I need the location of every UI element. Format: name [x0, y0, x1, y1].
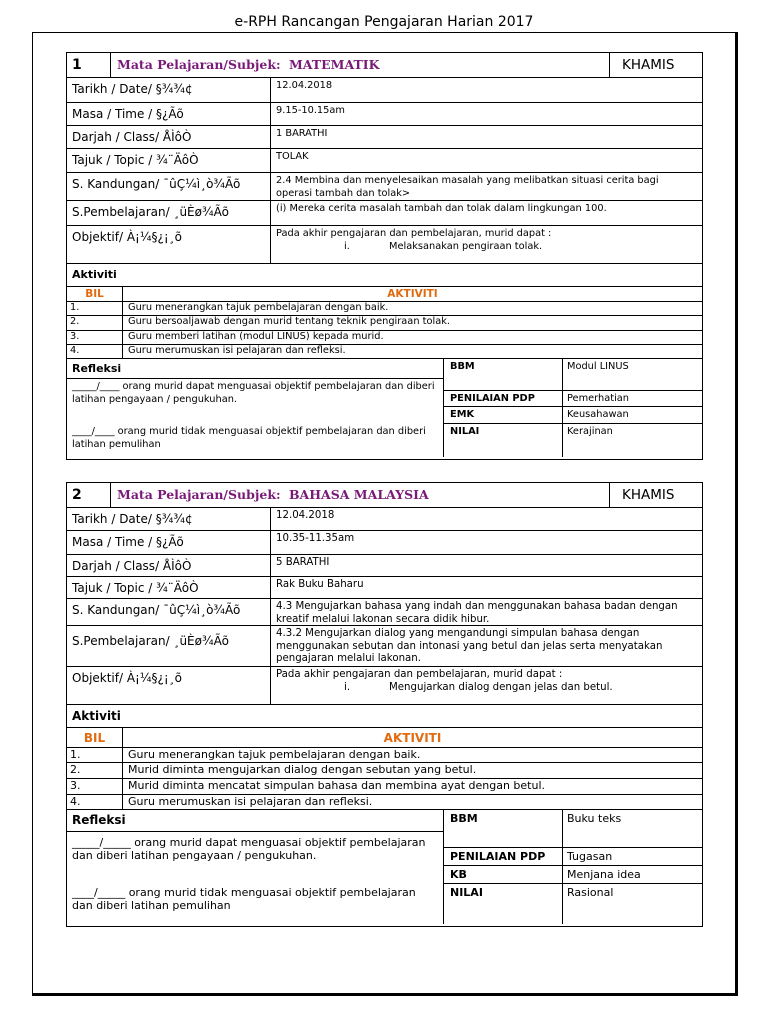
side-row-penilaian	[444, 848, 702, 866]
bil-header: BIL	[67, 287, 123, 301]
side-row-bbm	[444, 359, 702, 391]
activity-row	[67, 316, 702, 331]
topic-value: Rak Buku Baharu	[276, 579, 364, 590]
side-value: Buku teks	[567, 812, 622, 825]
lesson-number: 1	[67, 53, 111, 77]
objective-row	[67, 667, 702, 705]
time-label: Masa / Time / §¿Ãõ	[67, 531, 271, 554]
reflection-section	[67, 810, 702, 924]
activity-section-label: Aktiviti	[67, 705, 702, 728]
activity-number: 1.	[67, 748, 123, 762]
reflection-panel	[67, 359, 444, 457]
activity-row	[67, 795, 702, 810]
lesson-header	[67, 53, 702, 78]
side-row-nilai	[444, 884, 702, 924]
learning-standard-row	[67, 201, 702, 226]
lesson-info-side	[444, 810, 702, 924]
activity-row	[67, 779, 702, 795]
side-value: Modul LINUS	[567, 361, 629, 372]
reflection-title: Refleksi	[67, 810, 443, 832]
side-key: PENILAIAN PDP	[444, 391, 563, 406]
topic-row	[67, 577, 702, 599]
objective-label: Objektif/ À¡¼§¿¡¸õ	[67, 226, 271, 263]
activity-table-header	[67, 728, 702, 748]
activity-row	[67, 302, 702, 316]
subject-cell	[111, 53, 610, 77]
time-row	[67, 531, 702, 555]
side-key: BBM	[444, 359, 563, 390]
side-value: Rasional	[567, 886, 614, 899]
content-standard-label: S. Kandungan/ ¯ûÇ¼ì¸ò¾Ãõ	[67, 599, 271, 625]
activity-row	[67, 345, 702, 359]
content-standard-row	[67, 173, 702, 201]
activity-text: Guru menerangkan tajuk pembelajaran dengan baik.	[128, 748, 421, 761]
lesson-info-side	[444, 359, 702, 457]
objective-label: Objektif/ À¡¼§¿¡¸õ	[67, 667, 271, 704]
objective-item-text: Melaksanakan pengiraan tolak.	[389, 240, 543, 252]
date-value: 12.04.2018	[276, 510, 335, 521]
bil-header: BIL	[67, 728, 123, 747]
class-value: 5 BARATHI	[276, 557, 330, 568]
activity-row	[67, 763, 702, 779]
subject-name: MATEMATIK	[288, 57, 380, 72]
reflection-section	[67, 359, 702, 457]
side-value: Kerajinan	[567, 426, 613, 437]
topic-label: Tajuk / Topic / ¾¨ÄôÒ	[67, 577, 271, 598]
reflection-mastered: _____/____ orang murid dapat menguasai objektif pembelajaran dan diberi latihan pengayaan / pengukuhan.	[72, 381, 435, 405]
objective-numeral: i.	[344, 681, 351, 693]
reflection-panel	[67, 810, 444, 924]
subject-label: Mata Pelajaran/Subjek:	[117, 487, 281, 502]
activity-number: 3.	[67, 779, 123, 794]
time-label: Masa / Time / §¿Ãõ	[67, 103, 271, 125]
date-label: Tarikh / Date/ §¾¾¢	[67, 508, 271, 530]
time-value: 10.35-11.35am	[276, 533, 355, 544]
side-row-bbm	[444, 810, 702, 848]
lesson-day: KHAMIS	[622, 487, 675, 503]
objective-value	[271, 226, 702, 263]
reflection-not-mastered: ____/_____ orang murid tidak menguasai objektif pembelajaran dan diberi latihan pemulihan	[72, 886, 416, 912]
activity-text: Guru bersoaljawab dengan murid tentang teknik pengiraan tolak.	[128, 316, 450, 327]
objective-item	[276, 241, 697, 254]
activity-section-label: Aktiviti	[67, 264, 702, 287]
time-row	[67, 103, 702, 126]
activity-table-header	[67, 287, 702, 302]
activity-text: Guru merumuskan isi pelajaran dan refleksi.	[128, 795, 373, 808]
lesson-number: 2	[67, 483, 111, 507]
side-row-nilai	[444, 424, 702, 457]
side-key: NILAI	[444, 884, 563, 924]
side-key: NILAI	[444, 424, 563, 457]
lesson-day: KHAMIS	[622, 57, 675, 73]
objective-value	[271, 667, 702, 704]
side-key: KB	[444, 866, 563, 883]
side-key: PENILAIAN PDP	[444, 848, 563, 865]
content-standard-row	[67, 599, 702, 626]
content-standard-label: S. Kandungan/ ¯ûÇ¼ì¸ò¾Ãõ	[67, 173, 271, 200]
objective-intro: Pada akhir pengajaran dan pembelajaran, murid dapat :	[276, 669, 563, 680]
document-title: e-RPH Rancangan Pengajaran Harian 2017	[234, 14, 534, 30]
subject-label: Mata Pelajaran/Subjek:	[117, 57, 281, 72]
objective-item	[276, 682, 697, 695]
topic-label: Tajuk / Topic / ¾¨ÄôÒ	[67, 149, 271, 172]
activity-number: 4.	[67, 795, 123, 809]
objective-item-text: Mengujarkan dialog dengan jelas dan betul.	[389, 681, 613, 693]
side-value: Tugasan	[567, 850, 613, 863]
class-label: Darjah / Class/ ÅÌôÒ	[67, 555, 271, 576]
side-value: Menjana idea	[567, 868, 641, 881]
subject-cell	[111, 483, 610, 507]
date-row	[67, 508, 702, 531]
content-standard-value: 2.4 Membina dan menyelesaikan masalah yang melibatkan situasi cerita bagi operasi tambah dan tolak>	[276, 175, 659, 199]
activity-number: 3.	[67, 331, 123, 344]
activity-text: Murid diminta mengujarkan dialog dengan sebutan yang betul.	[128, 763, 477, 776]
activity-text: Guru memberi latihan (modul LINUS) kepada murid.	[128, 331, 384, 342]
lesson-plan-2	[66, 482, 703, 927]
activity-text: Murid diminta mencatat simpulan bahasa dan membina ayat dengan betul.	[128, 779, 546, 792]
reflection-not-mastered: ____/____ orang murid tidak menguasai objektif pembelajaran dan diberi latihan pemulihan	[72, 426, 426, 450]
date-label: Tarikh / Date/ §¾¾¢	[67, 78, 271, 102]
aktiviti-header: AKTIVITI	[387, 288, 438, 300]
class-label: Darjah / Class/ ÅÌôÒ	[67, 126, 271, 148]
learning-standard-label: S.Pembelajaran/ ¸üÈø¾Ãõ	[67, 201, 271, 225]
class-value: 1 BARATHI	[276, 128, 328, 139]
activity-number: 2.	[67, 316, 123, 330]
activity-text: Guru menerangkan tajuk pembelajaran dengan baik.	[128, 302, 389, 313]
objective-numeral: i.	[344, 240, 350, 252]
side-row-penilaian	[444, 391, 702, 407]
objective-row	[67, 226, 702, 264]
date-row	[67, 78, 702, 103]
side-row-kb	[444, 866, 702, 884]
reflection-mastered: _____/_____ orang murid dapat menguasai objektif pembelajaran dan diberi latihan pengayaan / pengukuhan.	[72, 836, 426, 862]
lesson-plan-1	[66, 52, 703, 460]
learning-standard-value: 4.3.2 Mengujarkan dialog yang mengandungi simpulan bahasa dengan menggunakan sebutan dan intonasi yang betul dan jelas serta menyatakan pengajaran melalui lakonan.	[276, 628, 663, 664]
class-row	[67, 555, 702, 577]
side-key: EMK	[444, 407, 563, 423]
objective-intro: Pada akhir pengajaran dan pembelajaran, murid dapat :	[276, 228, 552, 239]
topic-value: TOLAK	[276, 151, 309, 162]
activity-number: 4.	[67, 345, 123, 358]
side-key: BBM	[444, 810, 563, 847]
content-standard-value: 4.3 Mengujarkan bahasa yang indah dan menggunakan bahasa badan dengan kreatif melalui lakonan secara didik hibur.	[276, 601, 678, 625]
activity-row	[67, 331, 702, 345]
aktiviti-header: AKTIVITI	[383, 731, 442, 745]
side-value: Keusahawan	[567, 409, 629, 420]
activity-row	[67, 748, 702, 763]
activity-text: Guru merumuskan isi pelajaran dan refleksi.	[128, 345, 346, 356]
side-row-emk	[444, 407, 702, 424]
subject-name: BAHASA MALAYSIA	[288, 487, 429, 502]
learning-standard-row	[67, 626, 702, 667]
date-value: 12.04.2018	[276, 80, 333, 91]
lesson-header	[67, 483, 702, 508]
learning-standard-label: S.Pembelajaran/ ¸üÈø¾Ãõ	[67, 626, 271, 666]
activity-number: 1.	[67, 302, 123, 315]
learning-standard-value: (i) Mereka cerita masalah tambah dan tolak dalam lingkungan 100.	[276, 203, 607, 214]
side-value: Pemerhatian	[567, 393, 630, 404]
time-value: 9.15-10.15am	[276, 105, 345, 116]
activity-number: 2.	[67, 763, 123, 778]
class-row	[67, 126, 702, 149]
reflection-title: Refleksi	[67, 359, 443, 379]
topic-row	[67, 149, 702, 173]
